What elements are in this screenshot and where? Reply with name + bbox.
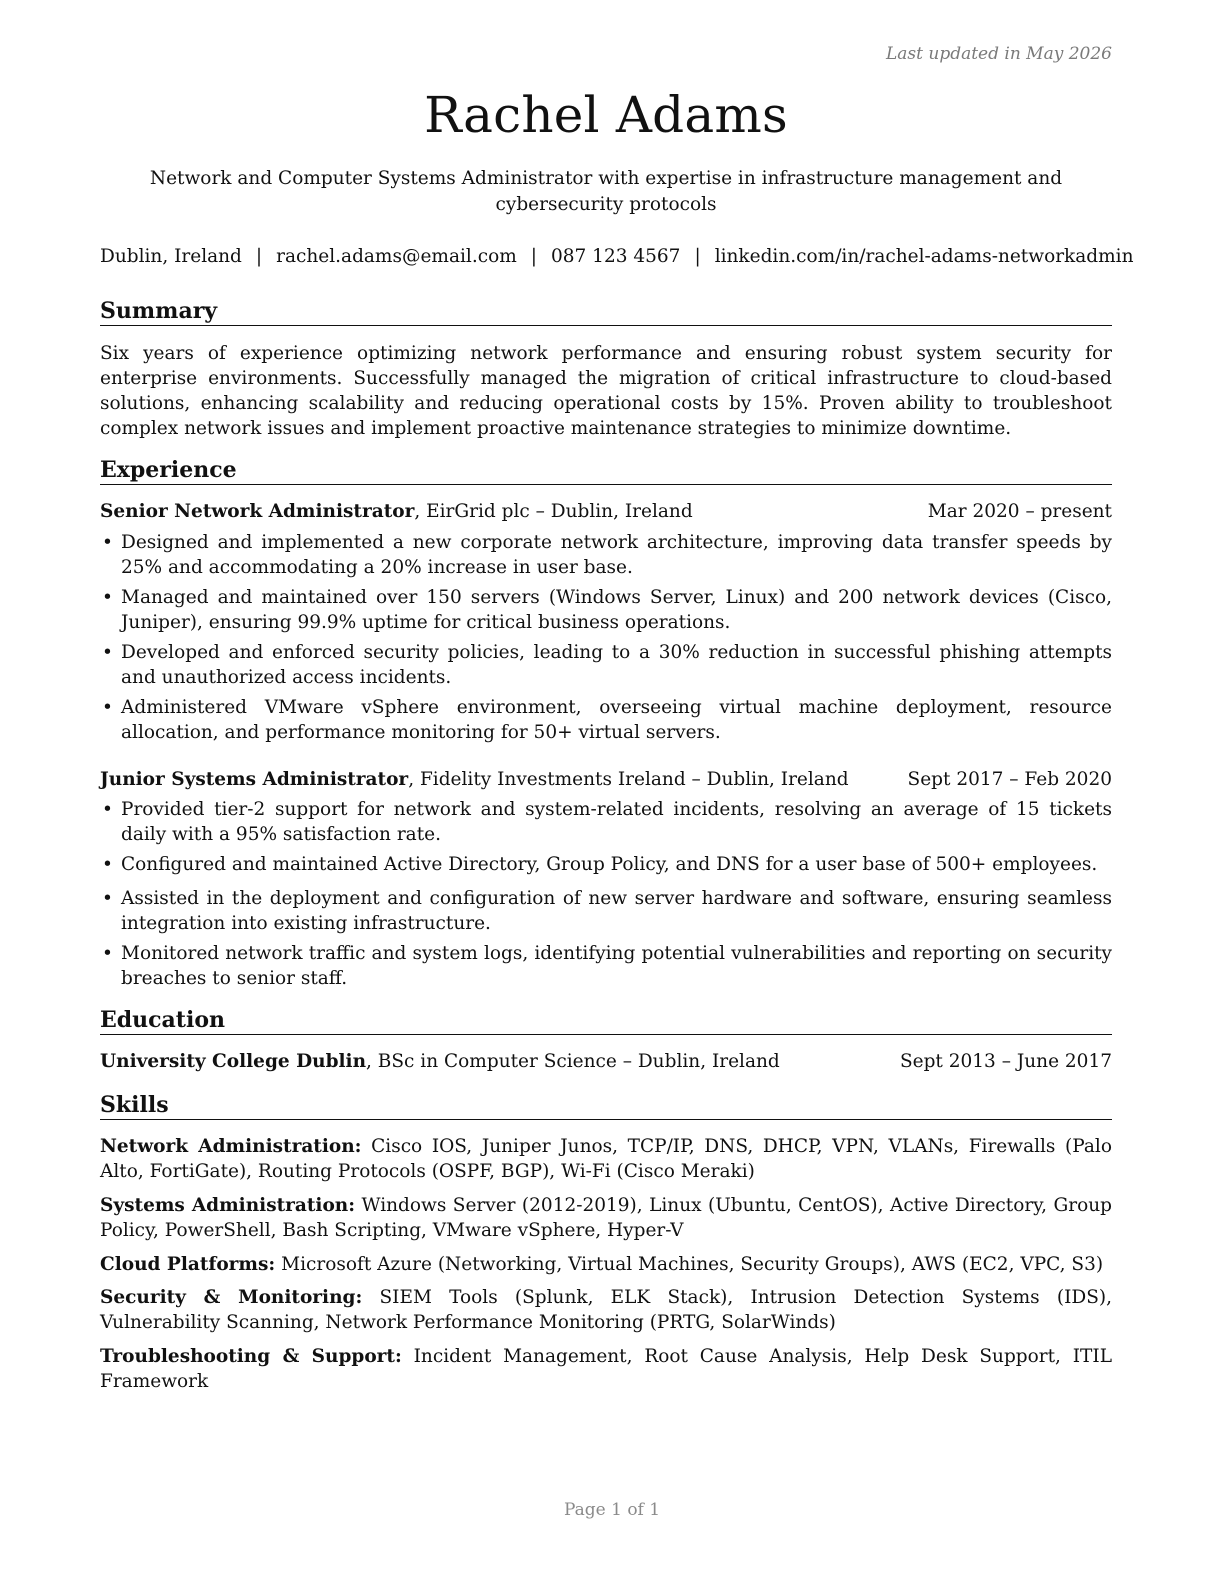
page-number: Page 1 of 1 — [563, 1500, 661, 1520]
job-heading — [100, 767, 1112, 793]
last-updated: Last updated in May 2026 — [885, 44, 1112, 64]
job-dates: Mar 2020 – present — [927, 501, 1112, 522]
job-title-line — [100, 767, 849, 793]
skill-group — [100, 1134, 1112, 1184]
skill-group — [100, 1285, 1112, 1335]
job-bullet: • Administered VMware vSphere environment, overseeing virtual machine deployment, resource allocation, and performance monitoring for 50+ virtual servers. — [100, 695, 1112, 745]
contact-separator: | — [694, 246, 701, 267]
skill-label: Cloud Platforms: — [100, 1254, 276, 1275]
education-school: University College Dublin — [100, 1051, 367, 1072]
job-dates: Sept 2017 – Feb 2020 — [907, 769, 1112, 790]
section-title-skills: Skills — [100, 1091, 1112, 1120]
skill-items: Windows Server (2012-2019), Linux (Ubuntu, CentOS), Active Directory, Group Policy, PowerShell, Bash Scripting, VMware vSphere, Hyper-V — [100, 1195, 1112, 1241]
section-title-summary: Summary — [100, 297, 1112, 326]
skill-group — [100, 1252, 1112, 1277]
contact-location: Dublin, Ireland — [100, 246, 242, 267]
contact-linkedin[interactable]: linkedin.com/in/rachel-adams-networkadmin — [714, 246, 1134, 267]
job-bullets — [100, 530, 1112, 750]
job-role: Junior Systems Administrator — [100, 769, 409, 790]
section-title-experience: Experience — [100, 456, 1112, 485]
contact-email[interactable]: rachel.adams@email.com — [276, 246, 517, 267]
skill-group — [100, 1193, 1112, 1243]
job-org: , EirGrid plc – Dublin, Ireland — [414, 501, 693, 522]
skill-items: Incident Management, Root Cause Analysis, Help Desk Support, ITIL Framework — [100, 1346, 1112, 1392]
skill-label: Security & Monitoring: — [100, 1287, 363, 1308]
contact-line — [100, 244, 1134, 270]
skill-label: Troubleshooting & Support: — [100, 1346, 402, 1367]
job-bullet: • Managed and maintained over 150 servers (Windows Server, Linux) and 200 network devices (Cisco, Juniper), ensuring 99.9% uptime for critical business operations. — [100, 585, 1112, 635]
skill-label: Network Administration: — [100, 1136, 362, 1157]
summary-text: Six years of experience optimizing network performance and ensuring robust system security for enterprise environments. Successfully managed the migration of critical infrastructure to cloud-based solutions, enhancing scalability and reducing operational costs by 15%. Proven ability to troubleshoot complex network issues and implement proactive maintenance strategies to minimize downtime. — [100, 343, 1112, 439]
section-title-education: Education — [100, 1006, 1112, 1035]
job-bullet: • Developed and enforced security policies, leading to a 30% reduction in successful phishing attempts and unauthorized access incidents. — [100, 640, 1112, 690]
job-heading — [100, 499, 1112, 525]
education-dates: Sept 2013 – June 2017 — [899, 1051, 1112, 1072]
education-entry — [100, 1049, 1112, 1075]
job-bullets — [100, 797, 1112, 996]
contact-phone: 087 123 4567 — [550, 246, 681, 267]
headline: Network and Computer Systems Administrator with expertise in infrastructure management and cybersecurity protocols — [149, 168, 1063, 215]
job-role: Senior Network Administrator — [100, 501, 415, 522]
skill-group — [100, 1344, 1112, 1394]
skill-items: SIEM Tools (Splunk, ELK Stack), Intrusion Detection Systems (IDS), Vulnerability Scanning, Network Performance Monitoring (PRTG, SolarWinds) — [100, 1287, 1112, 1333]
job-title-line — [100, 499, 693, 525]
candidate-name: Rachel Adams — [424, 86, 788, 144]
contact-separator: | — [530, 246, 537, 267]
skill-label: Systems Administration: — [100, 1195, 356, 1216]
education-title-line — [100, 1049, 780, 1075]
job-org: , Fidelity Investments Ireland – Dublin, Ireland — [408, 769, 849, 790]
contact-separator: | — [255, 246, 263, 267]
job-bullet: • Assisted in the deployment and configuration of new server hardware and software, ensuring seamless integration into existing infrastructure. — [100, 886, 1112, 936]
job-bullet: • Monitored network traffic and system logs, identifying potential vulnerabilities and reporting on security breaches to senior staff. — [100, 941, 1112, 991]
education-detail: , BSc in Computer Science – Dublin, Ireland — [366, 1051, 780, 1072]
job-bullet: • Provided tier-2 support for network and system-related incidents, resolving an average of 15 tickets daily with a 95% satisfaction rate. — [100, 797, 1112, 847]
skill-items: Microsoft Azure (Networking, Virtual Machines, Security Groups), AWS (EC2, VPC, S3) — [275, 1254, 1104, 1275]
skill-items: Cisco IOS, Juniper Junos, TCP/IP, DNS, DHCP, VPN, VLANs, Firewalls (Palo Alto, FortiGate), Routing Protocols (OSPF, BGP), Wi-Fi (Cisco Meraki) — [100, 1136, 1112, 1182]
job-bullet: • Designed and implemented a new corporate network architecture, improving data transfer speeds by 25% and accommodating a 20% increase in user base. — [100, 530, 1112, 580]
job-bullet: • Configured and maintained Active Directory, Group Policy, and DNS for a user base of 500+ employees. — [100, 852, 1112, 877]
